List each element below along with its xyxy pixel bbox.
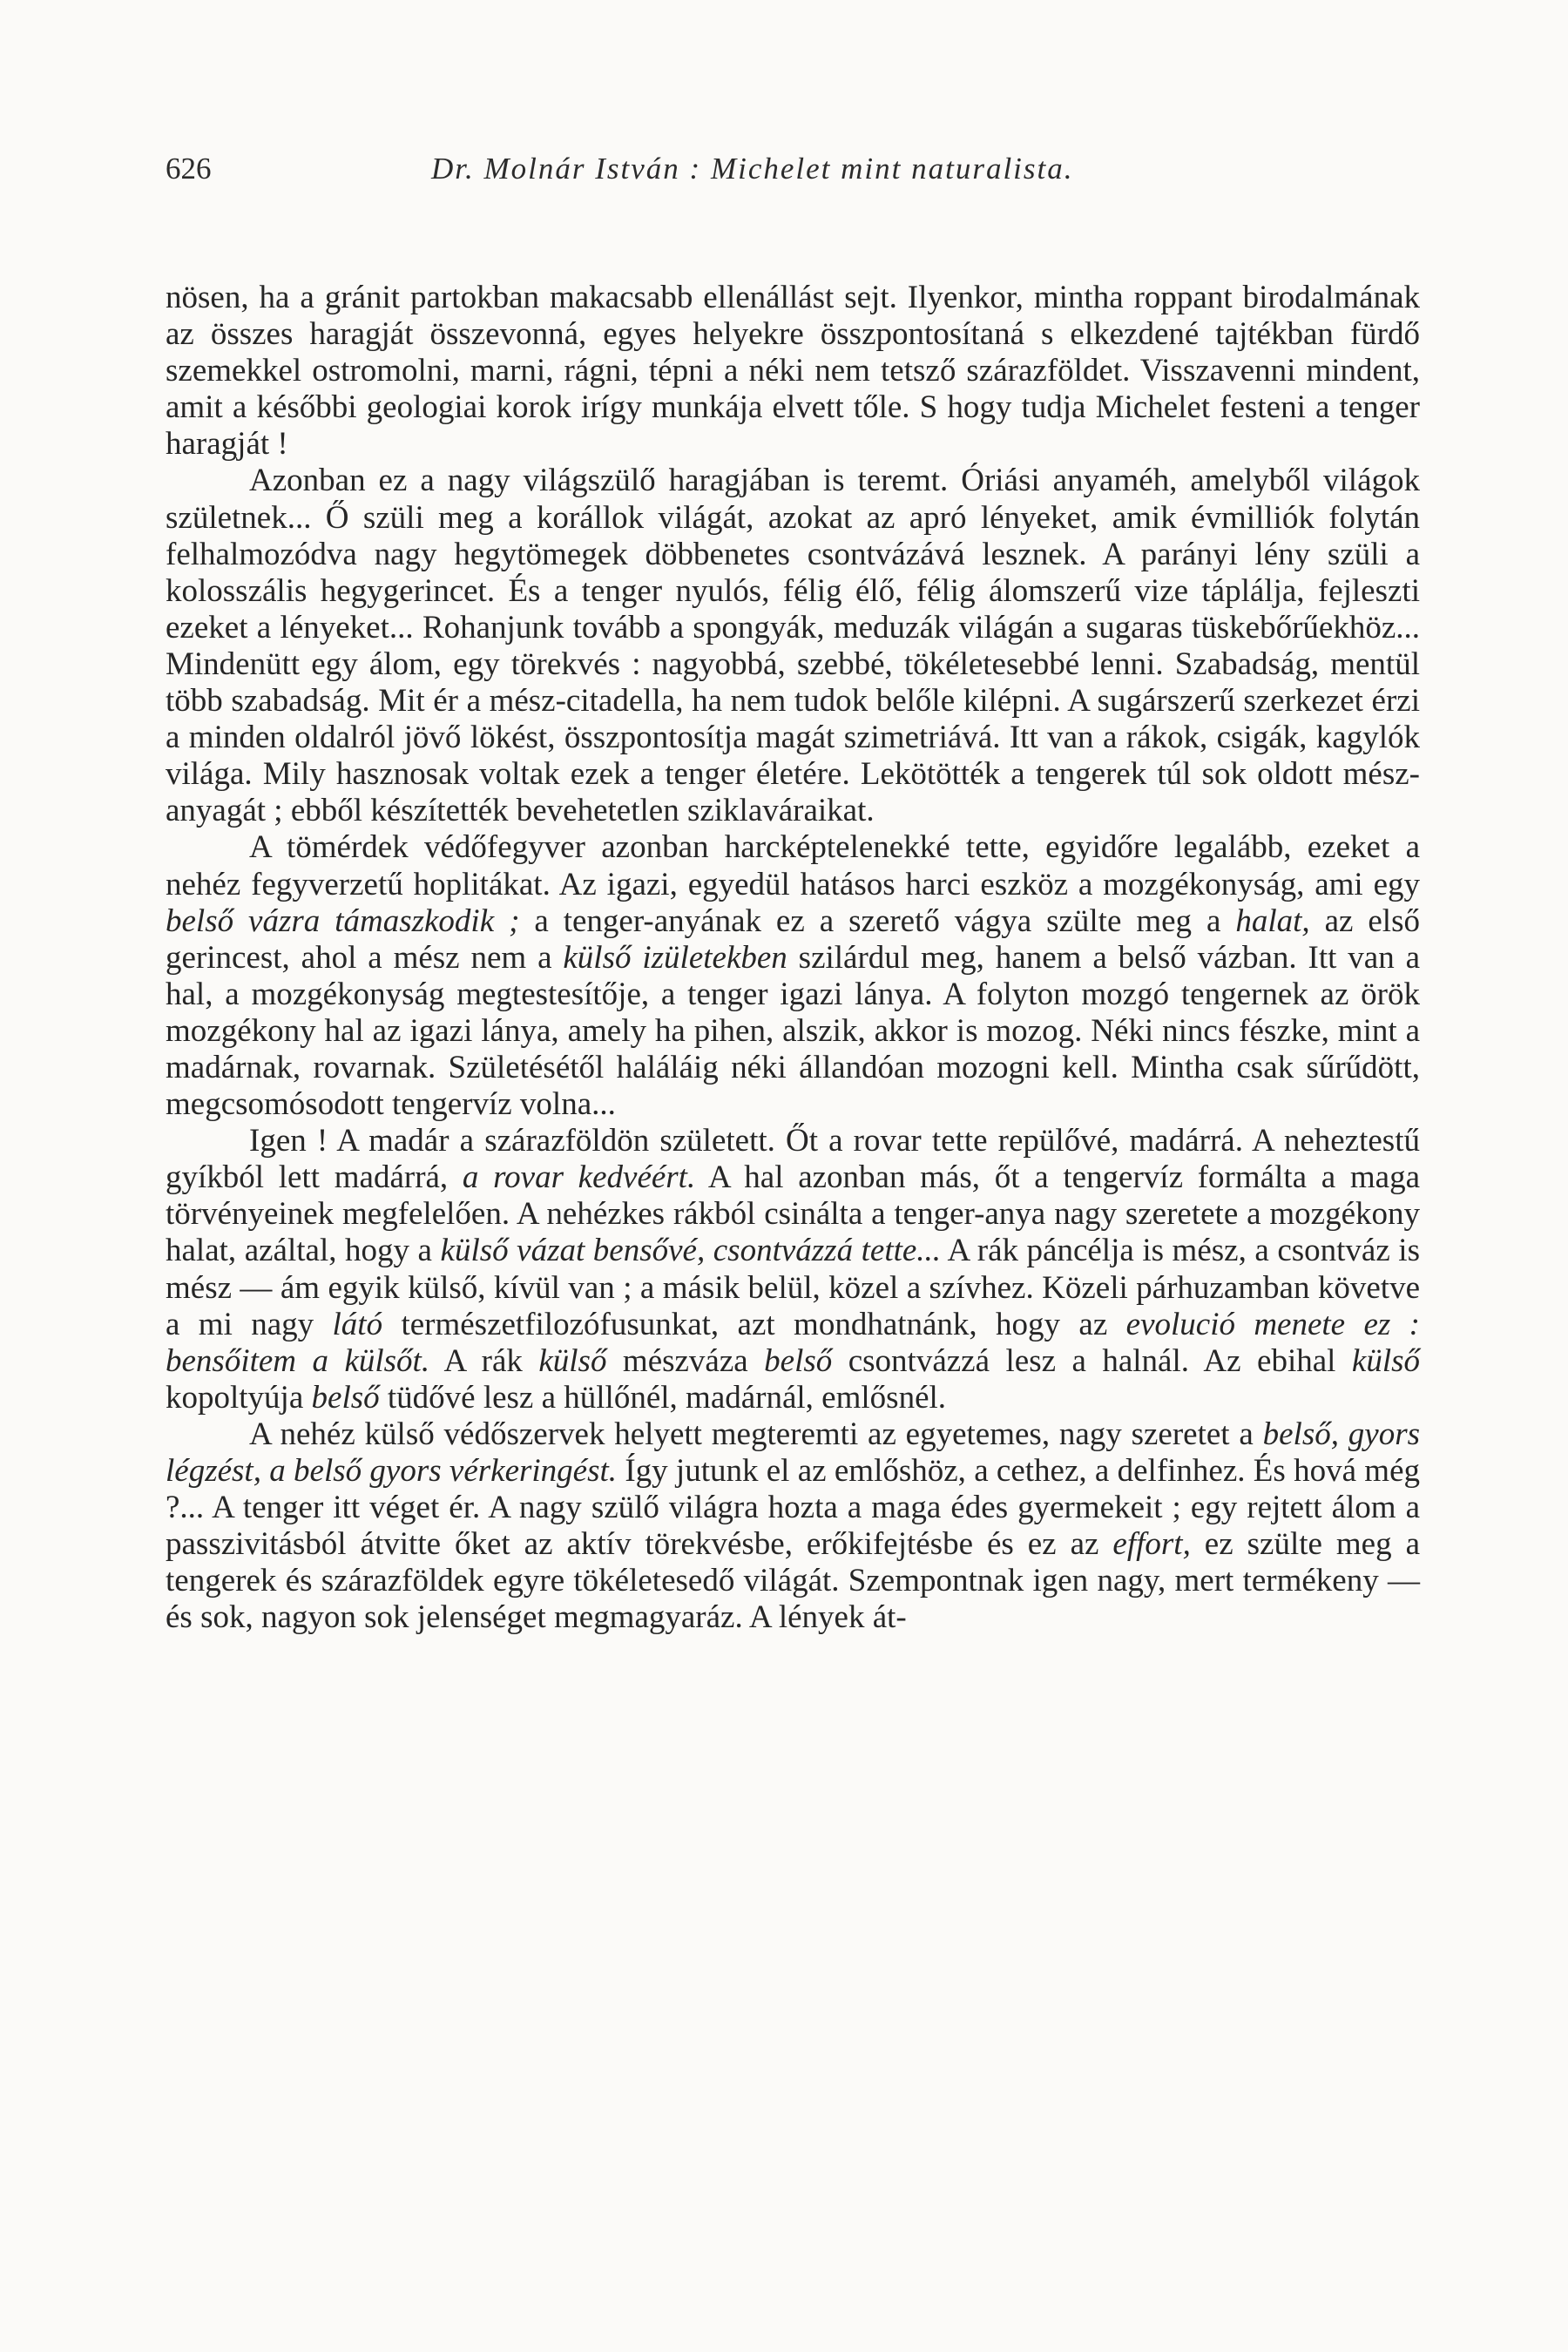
running-head <box>166 152 1411 195</box>
italic-text-run: külső izületekben <box>563 939 787 976</box>
text-run: az első gerincest, ahol a mész nem a <box>166 902 1420 976</box>
text-run: a tenger-anyának ez a szerető vágya szülte meg a <box>519 902 1236 939</box>
italic-text-run: belső <box>311 1379 380 1416</box>
italic-text-run: belső vázra támaszkodik ; <box>166 902 520 939</box>
paragraph <box>166 1123 1420 1416</box>
body-text <box>166 280 1420 1636</box>
text-run: A rák <box>429 1342 539 1379</box>
italic-text-run: a rovar kedvéért. <box>462 1159 696 1196</box>
text-run: tüdővé lesz a hüllőnél, madárnál, emlősnél. <box>379 1379 947 1416</box>
italic-text-run: evolució menete ez : bensőitem a külsőt. <box>166 1306 1420 1379</box>
text-run: mészváza <box>606 1342 765 1379</box>
text-run: csontvázzá lesz a halnál. Az ebihal <box>832 1342 1352 1379</box>
text-run: Azonban ez a nagy világszülő haragjában is teremt. Óriási anyaméh, amelyből világok születnek... Ő szüli meg a korállok világát, azokat az apró lényeket, amik évmilliók folytán felhalmozódva nagy hegytömegek döbbenetes csontvázává lesznek. A parányi lény szüli a kolosszális hegygerincet. És a tenger nyulós, félig élő, félig álomszerű vize táplálja, fejleszti ezeket a lényeket... Rohanjunk tovább a spongyák, meduzák világán a sugaras tüskebőrűekhöz... Mindenütt egy álom, egy törekvés : nagyobbá, szebbé, tökéletesebbé lenni. Szabadság, mentül több szabadság. Mit ér a mész-citadella, ha nem tudok belőle kilépni. A sugárszerű szerkezet érzi a minden oldalról jövő lökést, összpontosítja magát szimetriává. Itt van a rákok, csigák, kagylók világa. Mily hasznosak voltak ezek a tenger életére. Lekötötték a tengerek túl sok oldott mész-anyagát ; ebből készítették bevehetetlen sziklaváraikat. <box>166 463 1420 829</box>
text-run: kopoltyúja <box>166 1379 312 1416</box>
paragraph <box>166 829 1420 1123</box>
paragraph <box>166 463 1420 829</box>
italic-text-run: belső <box>764 1342 833 1379</box>
italic-text-run: effort, <box>1112 1526 1191 1563</box>
italic-text-run: külső <box>538 1342 607 1379</box>
text-run: ez szülte meg a tengerek és szárazföldek egyre tökéletesedő világát. Szempontnak igen nagy, mert termékeny — és sok, nagyon sok jelenséget megmagyaráz. A lények át- <box>166 1526 1420 1636</box>
italic-text-run: látó <box>332 1306 383 1342</box>
text-run: A nehéz külső védőszervek helyett megteremti az egyetemes, nagy szeretet a <box>249 1416 1263 1452</box>
italic-text-run: külső <box>1351 1342 1420 1379</box>
text-run: Így jutunk el az emlőshöz, a cethez, a delfinhez. És hová még ?... A tenger itt véget ér. A nagy szülő világra hozta a maga édes gyermekeit ; egy rejtett álom a passzivitásból átvitte őket az aktív törekvésbe, erőkifejtésbe és ez az <box>166 1453 1420 1563</box>
running-title: Dr. Molnár István : Michelet mint naturalista. <box>431 152 1074 186</box>
italic-text-run: halat, <box>1235 902 1310 939</box>
text-run: Igen ! A madár a szárazföldön született. Őt a rovar tette repülővé, madárrá. A neheztestű gyíkból lett madárrá, <box>166 1123 1420 1196</box>
text-run: természetfilozófusunkat, azt mondhatnánk, hogy az <box>382 1306 1126 1342</box>
paragraph <box>166 1416 1420 1637</box>
italic-text-run: belső, gyors légzést, a belső gyors vérkeringést. <box>166 1416 1421 1489</box>
text-run: szilárdul meg, hanem a belső vázban. Itt van a hal, a mozgékonyság megtestesítője, a tenger igazi lánya. A folyton mozgó tengernek az örök mozgékony hal az igazi lánya, amely ha pihen, alszik, akkor is mozog. Néki nincs fészke, mint a madárnak, rovarnak. Születésétől haláláig néki állandóan mozogni kell. Mintha csak sűrűdött, megcsomósodott tengervíz volna... <box>166 939 1420 1123</box>
paragraph <box>166 280 1420 463</box>
text-run: A hal azonban más, őt a tengervíz formálta a maga törvényeinek megfelelően. A nehézkes rákból csinálta a tenger-anya nagy szeretete a mozgékony halat, azáltal, hogy a <box>166 1159 1421 1269</box>
text-run: A tömérdek védőfegyver azonban harcképtelenekké tette, egyidőre legalább, ezeket a nehéz fegyverzetű hoplitákat. Az igazi, egyedül hatásos harci eszköz a mozgékonyság, ami egy <box>166 829 1420 902</box>
italic-text-run: külső vázat bensővé, csontvázzá tette... <box>440 1233 942 1269</box>
text-run: nösen, ha a gránit partokban makacsabb ellenállást sejt. Ilyenkor, mintha roppant birodalmának az összes haragját összevonná, egyes helyekre összpontosítaná s elkezdené tajtékban fürdő szemekkel ostromolni, marni, rágni, tépni a néki nem tetsző szárazföldet. Visszavenni mindent, amit a későbbi geologiai korok irígy munkája elvett tőle. S hogy tudja Michelet festeni a tenger haragját ! <box>166 280 1420 463</box>
text-run: A rák páncélja is mész, a csontváz is mész — ám egyik külső, kívül van ; a másik belül, közel a szívhez. Közeli párhuzamban követve a mi nagy <box>166 1233 1420 1342</box>
page-number: 626 <box>166 152 212 186</box>
